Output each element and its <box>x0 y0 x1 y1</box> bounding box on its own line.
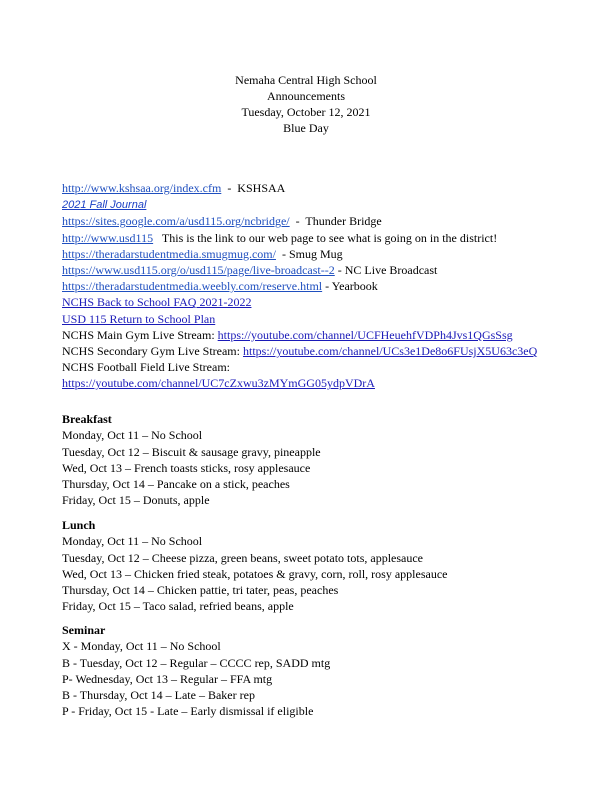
main-gym-label: NCHS Main Gym Live Stream: <box>62 327 218 342</box>
seminar-item: P- Wednesday, Oct 13 – Regular – FFA mtg <box>62 671 273 686</box>
link-line-kshsaa <box>62 180 602 196</box>
link-line-return-plan <box>62 311 602 327</box>
breakfast-item: Monday, Oct 11 – No School <box>62 428 203 443</box>
lunch-item: Tuesday, Oct 12 – Cheese pizza, green beans, sweet potato tots, applesauce <box>62 550 424 565</box>
link-line-faq <box>62 294 602 310</box>
yearbook-description: - Yearbook <box>322 279 378 294</box>
link-line-secondary-gym <box>62 343 602 359</box>
football-field-stream-link[interactable]: https://youtube.com/channel/UC7cZxwu3zMYmGG05ydpVDrA <box>62 376 375 391</box>
seminar-title: Seminar <box>62 623 106 637</box>
link-line-fall-journal <box>62 196 602 213</box>
seminar-item: B - Thursday, Oct 14 – Late – Baker rep <box>62 688 255 703</box>
link-line-usd115 <box>62 230 602 246</box>
link-line-football-label <box>62 359 602 375</box>
lunch-item: Wed, Oct 13 – Chicken fried steak, potatoes & gravy, corn, roll, rosy applesauce <box>62 566 448 581</box>
school-name: Nemaha Central High School <box>235 73 377 87</box>
lunch-item: Monday, Oct 11 – No School <box>62 534 203 549</box>
announcement-date: Tuesday, October 12, 2021 <box>241 105 371 119</box>
usd115-link[interactable]: http://www.usd115 <box>62 230 154 245</box>
seminar-item: B - Tuesday, Oct 12 – Regular – CCCC rep, SADD mtg <box>62 655 331 670</box>
breakfast-item: Friday, Oct 15 – Donuts, apple <box>62 493 210 508</box>
return-to-school-plan-link[interactable]: USD 115 Return to School Plan <box>62 311 216 326</box>
breakfast-item: Wed, Oct 13 – French toasts sticks, rosy applesauce <box>62 460 311 475</box>
smugmug-link[interactable]: https://theradarstudentmedia.smugmug.com/ <box>62 246 276 261</box>
breakfast-item: Thursday, Oct 14 – Pancake on a stick, peaches <box>62 477 290 492</box>
link-line-thunder-bridge <box>62 213 602 229</box>
document-header <box>0 72 612 136</box>
breakfast-title: Breakfast <box>62 412 112 426</box>
lunch-title: Lunch <box>62 518 96 532</box>
usd115-description: This is the link to our web page to see what is going on in the district! <box>153 230 498 245</box>
main-gym-stream-link[interactable]: https://youtube.com/channel/UCFHeuehfVDPh4Jvs1QGsSsg <box>217 327 513 342</box>
smugmug-description: - Smug Mug <box>275 246 343 261</box>
links-list <box>62 180 602 392</box>
thunder-bridge-link[interactable]: https://sites.google.com/a/usd115.org/ncbridge/ <box>62 214 290 229</box>
document-title: Announcements <box>267 89 345 103</box>
breakfast-item: Tuesday, Oct 12 – Biscuit & sausage gravy, pineapple <box>62 444 321 459</box>
breakfast-section <box>62 411 602 509</box>
link-line-football-url <box>62 375 602 391</box>
yearbook-link[interactable]: https://theradarstudentmedia.weebly.com/reserve.html <box>62 279 323 294</box>
day-type: Blue Day <box>283 121 329 135</box>
link-line-live-broadcast <box>62 262 602 278</box>
secondary-gym-stream-link[interactable]: https://youtube.com/channel/UCs3e1De8o6FUsjX5U63c3eQ <box>242 344 538 359</box>
lunch-item: Friday, Oct 15 – Taco salad, refried beans, apple <box>62 599 294 614</box>
lunch-item: Thursday, Oct 14 – Chicken pattie, tri tater, peas, peaches <box>62 583 339 598</box>
link-line-yearbook <box>62 278 602 294</box>
seminar-item: X - Monday, Oct 11 – No School <box>62 639 221 654</box>
kshsaa-description: - KSHSAA <box>221 181 286 195</box>
seminar-item: P - Friday, Oct 15 - Late – Early dismissal if eligible <box>62 704 314 719</box>
lunch-section <box>62 517 602 615</box>
link-line-main-gym <box>62 327 602 343</box>
fall-journal-link[interactable]: 2021 Fall Journal <box>62 199 147 212</box>
thunder-bridge-description: - Thunder Bridge <box>289 214 382 229</box>
football-field-label: NCHS Football Field Live Stream: <box>62 360 230 375</box>
live-broadcast-description: - NC Live Broadcast <box>334 263 438 278</box>
live-broadcast-link[interactable]: https://www.usd115.org/o/usd115/page/live-broadcast--2 <box>62 263 335 278</box>
back-to-school-faq-link[interactable]: NCHS Back to School FAQ 2021-2022 <box>62 295 252 310</box>
kshsaa-link[interactable]: http://www.kshsaa.org/index.cfm <box>62 181 222 195</box>
link-line-smugmug <box>62 246 602 262</box>
secondary-gym-label: NCHS Secondary Gym Live Stream: <box>62 344 243 359</box>
seminar-section <box>62 622 602 720</box>
